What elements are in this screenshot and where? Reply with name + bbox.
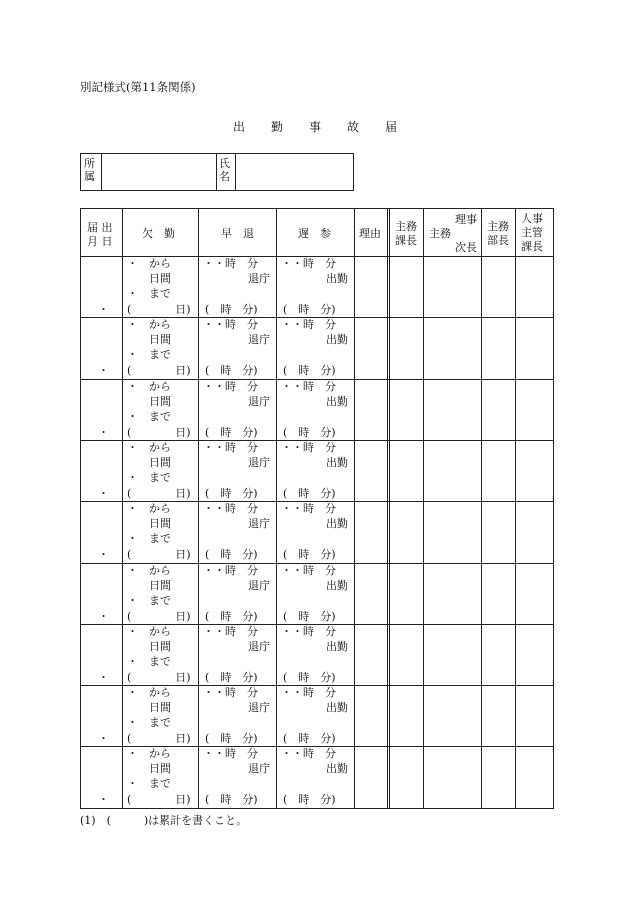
row-sotai-paren: ( 時 分) [205,548,258,562]
row-kekkin-from: ・ から [127,379,171,393]
row-kekkin-from: ・ から [127,257,171,270]
row-date-dot: ・ [98,670,109,684]
row-chisan-paren: ( 時 分) [283,486,336,500]
row-sotai-label: 退庁 [248,762,270,776]
row-kekkin-paren: ( 日) [127,425,191,439]
row-chisan-time: ・・時 分 [281,257,336,270]
footnote: (1) ( )は累計を書くこと。 [80,814,248,827]
row-chisan-time: ・・時 分 [281,502,336,516]
table-row [81,256,553,317]
row-sotai-label: 退庁 [248,272,270,285]
row-chisan-label: 出勤 [326,394,348,408]
row-sotai-paren: ( 時 分) [205,303,258,316]
row-sotai-label: 退庁 [248,517,270,531]
row-sotai-time: ・・時 分 [203,624,258,638]
row-date-dot: ・ [98,303,109,316]
row-chisan-paren: ( 時 分) [283,548,336,562]
row-chisan-label: 出勤 [326,578,348,592]
row-sotai-time: ・・時 分 [203,747,258,761]
row-chisan-label: 出勤 [326,455,348,469]
row-kekkin-days: 日間 [149,578,171,592]
row-kekkin-days: 日間 [149,517,171,531]
page-title [0,118,630,135]
row-kekkin-paren: ( 日) [127,364,191,378]
row-sotai-paren: ( 時 分) [205,609,258,623]
row-kekkin-from: ・ から [127,318,171,332]
riyu-header: 理由 [359,227,381,240]
row-kekkin-to: ・ まで [127,409,171,423]
row-chisan-label: 出勤 [326,762,348,776]
row-chisan-time: ・・時 分 [281,747,336,761]
row-sotai-paren: ( 時 分) [205,793,258,807]
row-chisan-paren: ( 時 分) [283,303,336,316]
row-kekkin-days: 日間 [149,455,171,469]
row-kekkin-to: ・ まで [127,287,171,300]
shumu-header: 主務 [429,227,451,240]
row-chisan-paren: ( 時 分) [283,364,336,378]
shumu-bucho-header: 主務 部長 [487,220,509,247]
row-kekkin-from: ・ から [127,686,171,700]
row-sotai-paren: ( 時 分) [205,732,258,746]
row-sotai-label: 退庁 [248,394,270,408]
sotai-header: 早 退 [221,227,254,240]
row-kekkin-days: 日間 [149,762,171,776]
row-date-dot: ・ [98,486,109,500]
shimei-label: 氏 名 [219,157,230,183]
row-kekkin-from: ・ から [127,624,171,638]
row-kekkin-paren: ( 日) [127,548,191,562]
row-date-dot: ・ [98,425,109,439]
row-chisan-paren: ( 時 分) [283,793,336,807]
row-chisan-paren: ( 時 分) [283,425,336,439]
shimei-field[interactable] [236,154,353,190]
row-chisan-time: ・・時 分 [281,318,336,332]
title-char: 勤 [270,120,283,134]
row-sotai-time: ・・時 分 [203,440,258,454]
table-row [81,379,553,440]
row-sotai-time: ・・時 分 [203,502,258,516]
row-chisan-paren: ( 時 分) [283,609,336,623]
row-kekkin-to: ・ まで [127,470,171,484]
row-chisan-label: 出勤 [326,701,348,715]
row-sotai-time: ・・時 分 [203,257,258,270]
attendance-table [80,208,554,809]
table-row [81,440,553,501]
table-row [81,501,553,562]
row-kekkin-paren: ( 日) [127,486,191,500]
row-kekkin-to: ・ まで [127,593,171,607]
row-kekkin-to: ・ まで [127,532,171,546]
row-kekkin-from: ・ から [127,563,171,577]
row-kekkin-from: ・ から [127,747,171,761]
row-sotai-time: ・・時 分 [203,379,258,393]
row-kekkin-paren: ( 日) [127,609,191,623]
row-kekkin-days: 日間 [149,333,171,347]
kekkin-header: 欠 勤 [142,227,175,240]
row-sotai-time: ・・時 分 [203,686,258,700]
row-chisan-paren: ( 時 分) [283,732,336,746]
table-row [81,317,553,378]
row-date-dot: ・ [98,609,109,623]
row-sotai-paren: ( 時 分) [205,670,258,684]
jicho-header: 次長 [455,241,477,254]
row-kekkin-to: ・ まで [127,777,171,791]
row-sotai-label: 退庁 [248,455,270,469]
row-kekkin-to: ・ まで [127,654,171,668]
row-sotai-label: 退庁 [248,639,270,653]
row-chisan-paren: ( 時 分) [283,670,336,684]
affiliation-box [80,153,354,191]
row-sotai-label: 退庁 [248,578,270,592]
row-sotai-paren: ( 時 分) [205,425,258,439]
row-chisan-label: 出勤 [326,517,348,531]
title-char: 出 [232,120,245,134]
row-chisan-time: ・・時 分 [281,440,336,454]
table-row [81,685,553,746]
title-char: 届 [385,120,398,134]
row-kekkin-from: ・ から [127,440,171,454]
shozoku-label: 所 属 [84,157,95,183]
row-sotai-paren: ( 時 分) [205,486,258,500]
row-kekkin-days: 日間 [149,701,171,715]
row-chisan-time: ・・時 分 [281,624,336,638]
todoke-header: 届 出 月 日 [87,221,113,248]
row-kekkin-days: 日間 [149,394,171,408]
row-chisan-time: ・・時 分 [281,563,336,577]
row-kekkin-paren: ( 日) [127,303,191,316]
title-char: 事 [308,120,321,134]
row-chisan-label: 出勤 [326,272,348,285]
row-chisan-label: 出勤 [326,333,348,347]
row-date-dot: ・ [98,548,109,562]
row-kekkin-to: ・ まで [127,716,171,730]
row-date-dot: ・ [98,364,109,378]
row-chisan-time: ・・時 分 [281,379,336,393]
title-char: 故 [347,120,360,134]
shumu-kacho-header: 主務 課長 [395,220,417,247]
chisan-header: 遅 参 [298,227,331,240]
row-sotai-time: ・・時 分 [203,563,258,577]
row-kekkin-days: 日間 [149,639,171,653]
row-sotai-label: 退庁 [248,333,270,347]
row-date-dot: ・ [98,732,109,746]
row-kekkin-paren: ( 日) [127,732,191,746]
row-sotai-label: 退庁 [248,701,270,715]
row-chisan-label: 出勤 [326,639,348,653]
row-kekkin-paren: ( 日) [127,670,191,684]
table-row [81,746,553,807]
shozoku-field[interactable] [102,154,216,190]
row-chisan-time: ・・時 分 [281,686,336,700]
row-sotai-paren: ( 時 分) [205,364,258,378]
row-sotai-time: ・・時 分 [203,318,258,332]
table-row [81,563,553,624]
row-date-dot: ・ [98,793,109,807]
row-kekkin-to: ・ まで [127,348,171,362]
row-kekkin-days: 日間 [149,272,171,285]
row-kekkin-from: ・ から [127,502,171,516]
form-caption: 別記様式(第11条関係) [80,80,196,94]
table-row [81,624,553,685]
row-kekkin-paren: ( 日) [127,793,191,807]
jinji-header: 人事 主管 課長 [521,212,543,253]
riji-header: 理事 [455,213,477,226]
